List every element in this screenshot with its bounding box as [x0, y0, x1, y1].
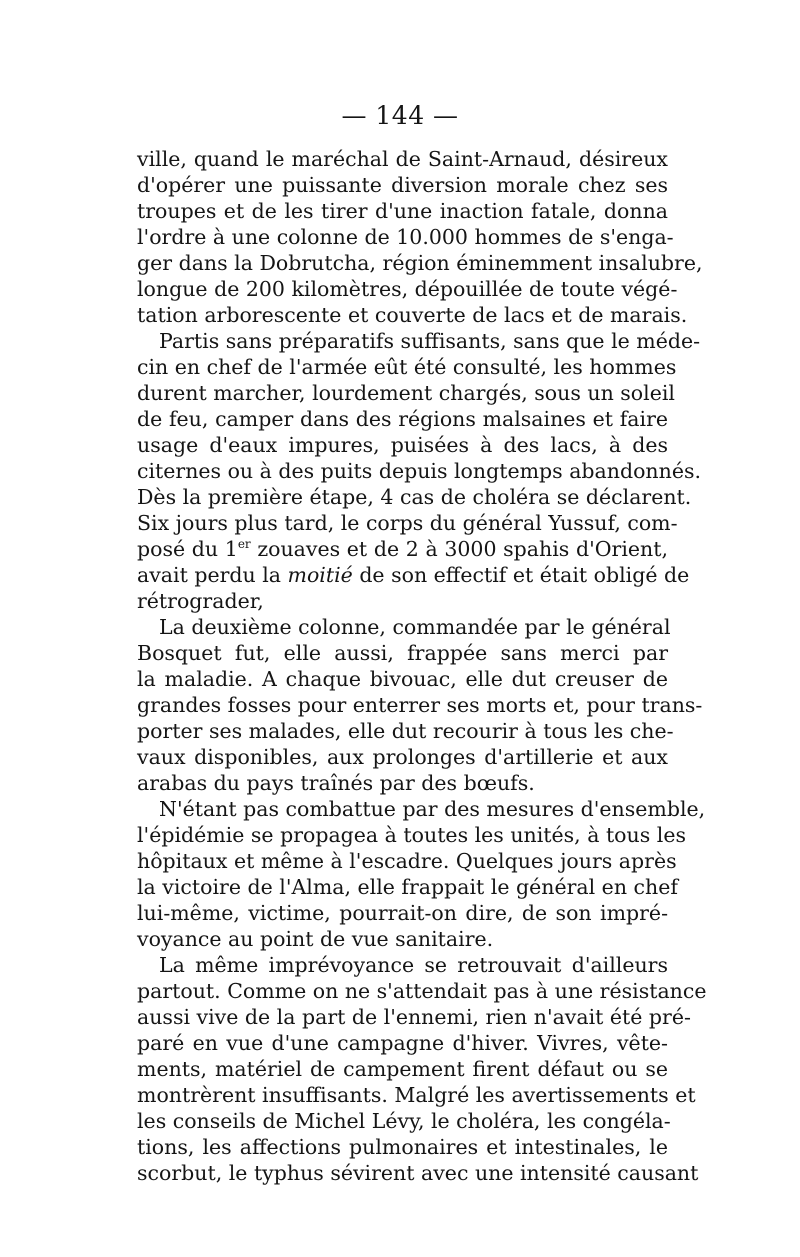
- text-line: ville, quand le maréchal de Saint-Arnaud, désireux: [137, 147, 668, 171]
- text-line: d'opérer une puissante diversion morale chez ses: [137, 173, 668, 197]
- text-line-italic: [137, 562, 690, 588]
- paragraph-start-line: La deuxième colonne, commandée par le général: [159, 615, 671, 639]
- text-line: Dès la première étape, 4 cas de choléra se déclarent.: [137, 485, 692, 509]
- text-line: aussi vive de la part de l'ennemi, rien n'avait été pré-: [137, 1005, 691, 1029]
- text-line: vaux disponibles, aux prolonges d'artillerie et aux: [137, 745, 668, 769]
- superscript-text: er: [237, 537, 251, 551]
- text-line: l'ordre à une colonne de 10.000 hommes de s'enga-: [137, 225, 674, 249]
- text-line: paré en vue d'une campagne d'hiver. Vivres, vête-: [137, 1031, 668, 1055]
- text-line: partout. Comme on ne s'attendait pas à une résistance: [137, 979, 707, 1003]
- line-segment: avait perdu la: [137, 563, 288, 587]
- text-line: troupes et de les tirer d'une inaction fatale, donna: [137, 199, 668, 223]
- text-line: hôpitaux et même à l'escadre. Quelques jours après: [137, 849, 677, 873]
- text-line: longue de 200 kilomètres, dépouillée de toute végé-: [137, 277, 678, 301]
- page-number: — 144 —: [341, 101, 459, 130]
- paragraph-start-line: N'étant pas combattue par des mesures d'ensemble,: [159, 797, 706, 821]
- line-segment: de son effectif et était obligé de: [352, 563, 690, 587]
- text-line: durent marcher, lourdement chargés, sous un soleil: [137, 381, 675, 405]
- text-line-superscript: [137, 536, 668, 562]
- paragraph-start-line: Partis sans préparatifs suffisants, sans que le méde-: [159, 329, 701, 353]
- text-line: la maladie. A chaque bivouac, elle dut creuser de: [137, 667, 668, 691]
- text-line: la victoire de l'Alma, elle frappait le général en chef: [137, 875, 678, 899]
- text-line: scorbut, le typhus sévirent avec une intensité causant: [137, 1161, 699, 1185]
- text-line: montrèrent insuffisants. Malgré les avertissements et: [137, 1083, 696, 1107]
- body-text: [137, 146, 707, 1186]
- text-line: lui-même, victime, pourrait-on dire, de son impré-: [137, 901, 668, 925]
- line-segment: posé du 1: [137, 537, 238, 561]
- text-line: tions, les affections pulmonaires et intestinales, le: [137, 1135, 668, 1159]
- text-line: Six jours plus tard, le corps du général Yussuf, com-: [137, 511, 678, 535]
- text-line: rétrograder,: [137, 589, 264, 613]
- line-segment: zouaves et de 2 à 3000 spahis d'Orient,: [250, 537, 668, 561]
- text-line: ger dans la Dobrutcha, région éminemment insalubre,: [137, 251, 703, 275]
- text-line: ments, matériel de campement firent défaut ou se: [137, 1057, 668, 1081]
- text-line: de feu, camper dans des régions malsaines et faire: [137, 407, 668, 431]
- text-line: Bosquet fut, elle aussi, frappée sans merci par: [137, 641, 668, 665]
- text-line: cin en chef de l'armée eût été consulté, les hommes: [137, 355, 677, 379]
- paragraph-start-line: La même imprévoyance se retrouvait d'ailleurs: [159, 953, 668, 977]
- text-line: voyance au point de vue sanitaire.: [137, 927, 494, 951]
- text-line: tation arborescente et couverte de lacs et de marais.: [137, 303, 688, 327]
- text-line: citernes ou à des puits depuis longtemps abandonnés.: [137, 459, 702, 483]
- text-line: l'épidémie se propagea à toutes les unités, à tous les: [137, 823, 686, 847]
- text-line: grandes fosses pour enterrer ses morts et, pour trans-: [137, 693, 703, 717]
- text-line: arabas du pays traînés par des bœufs.: [137, 771, 535, 795]
- text-line: porter ses malades, elle dut recourir à tous les che-: [137, 719, 674, 743]
- text-line: usage d'eaux impures, puisées à des lacs, à des: [137, 433, 668, 457]
- italic-text: moitié: [287, 563, 353, 587]
- text-line: les conseils de Michel Lévy, le choléra, les congéla-: [137, 1109, 671, 1133]
